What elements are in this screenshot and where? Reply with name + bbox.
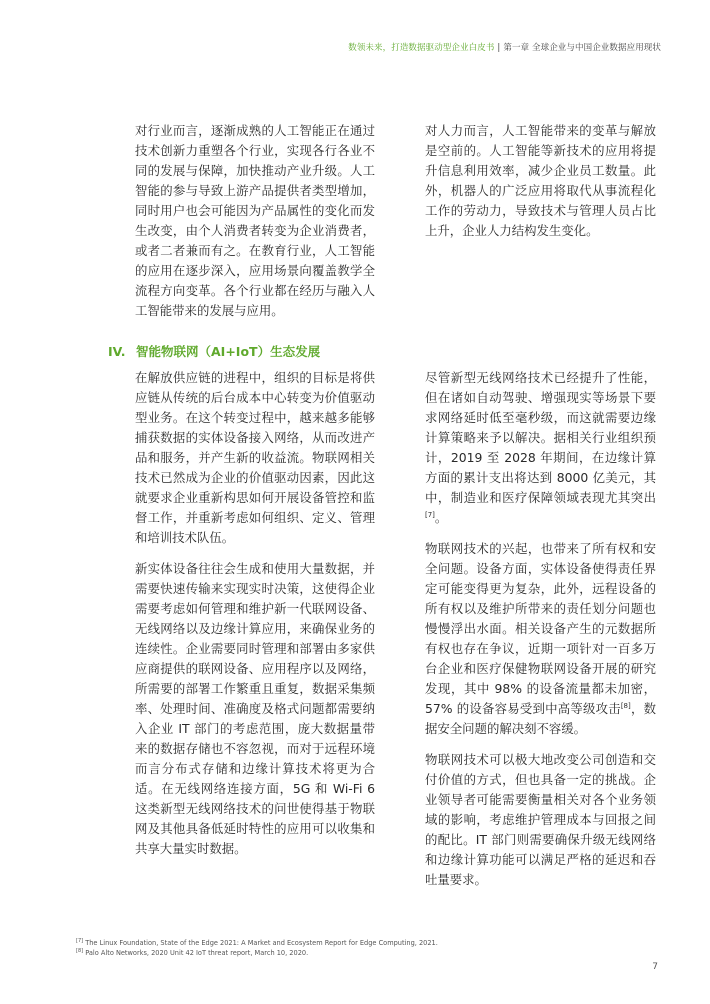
text-span: ，数据安全问题的解决刻不容缓。 xyxy=(425,701,656,736)
paragraph-supply-chain: 在解放供应链的进程中，组织的目标是将供应链从传统的后台成本中心转变为价值驱动型业务。在这个转变过程中，越来越多能够捕获数据的实体设备接入网络，从而改进产品和服务，并产生新的收益流。物联网相关技术已然成为企业的价值驱动因素，因此这就要求企业重新构思如何开展设备管控和监督工作，并重新考虑如何组织、定义、管理和培训技术队伍。 xyxy=(135,370,375,545)
top-left-column xyxy=(135,121,375,332)
footnote-text: Palo Alto Networks, 2020 Unit 42 IoT threat report, March 10, 2020. xyxy=(85,949,309,957)
paragraph-edge-computing xyxy=(425,368,656,528)
paragraph-industry: 对行业而言，逐渐成熟的人工智能正在通过技术创新力重塑各个行业，实现各行各业不同的发展与保障，加快推动产业升级。人工智能的参与导致上游产品提供者类型增加，同时用户也会可能因为产品属性的变化而发生改变，由个人消费者转变为企业消费者，或者二者兼而有之。在教育行业，人工智能的应用在逐步深入，应用场景向覆盖教学全流程方向变革。各个行业都在经历与融入人工智能带来的发展与应用。 xyxy=(135,123,375,318)
paragraph-ownership-security xyxy=(425,539,656,739)
footnote-ref-7[interactable]: [7] xyxy=(425,510,435,519)
paragraph-new-devices: 新实体设备往往会生成和使用大量数据，并需要快速传输来实现实时决策，这使得企业需要考虑如何管理和维护新一代联网设备、无线网络以及边缘计算应用，来确保业务的连续性。企业需要同时管理和部署由多家供应商提供的联网设备、应用程序以及网络，所需要的部署工作繁重且重复，数据采集频率、处理时间、准确度及格式问题都需要纳入企业 IT 部门的考虑范围，庞大数据量带来的数据存储也不容忽视，而对于远程环境而言分布式存储和边缘计算技术将更为合适。在无线网络连接方面，5G 和 Wi-Fi 6 这类新型无线网络技术的问世使得基于物联网及其他具备低延时特性的应用可以收集和共享大量实时数据。 xyxy=(135,561,375,856)
footnote-ref-8[interactable]: [8] xyxy=(620,701,631,710)
section-right-column xyxy=(425,368,656,901)
footnotes xyxy=(76,938,636,958)
footnote-7 xyxy=(76,938,636,948)
text-span: 尽管新型无线网络技术已经提升了性能，但在诸如自动驾驶、增强现实等场景下要求网络延时低至毫秒级，而这就需要边缘计算策略来予以解决。据相关行业组织预计，2019 至 2028 年期间，在边缘计算方面的累计支出将达到 8000 亿美元，其中，制造业和医疗保障领域表现尤其突出 xyxy=(425,370,656,505)
header-separator: | xyxy=(497,43,501,53)
page-number: 7 xyxy=(652,962,658,972)
section-title: 智能物联网（AI+IoT）生态发展 xyxy=(136,344,321,359)
text-span: 物联网技术的兴起，也带来了所有权和安全问题。设备方面，实体设备使得责任界定可能变得更为复杂，此外，远程设备的所有权以及维护所带来的责任划分问题也慢慢浮出水面。相关设备产生的元数据所有权也存在争议，近期一项针对一百多万台企业和医疗保健物联网设备开展的研究发现，其中 98% 的设备流量都未加密，57% 的设备容易受到中高等级攻击 xyxy=(425,541,656,716)
header-chapter: 第一章 全球企业与中国企业数据应用现状 xyxy=(503,43,661,53)
text-span: 。 xyxy=(434,510,448,525)
footnote-8 xyxy=(76,948,636,958)
section-left-column xyxy=(135,368,375,870)
footnote-mark: [7] xyxy=(76,937,84,944)
paragraph-workforce: 对人力而言，人工智能带来的变革与解放是空前的。人工智能等新技术的应用将提升信息利用效率，减少企业员工数量。此外，机器人的广泛应用将取代从事流程化工作的劳动力，导致技术与管理人员占比上升，企业人力结构发生变化。 xyxy=(425,123,656,238)
section-number: IV. xyxy=(108,344,126,359)
section-heading xyxy=(108,342,320,360)
header-title: 数领未来，打造数据驱动型企业白皮书 xyxy=(348,43,495,53)
footnote-text: The Linux Foundation, State of the Edge 2021: A Market and Ecosystem Report for Edge Computing, 2021. xyxy=(85,939,438,947)
running-header xyxy=(348,41,661,53)
paragraph-value-creation: 物联网技术可以极大地改变公司创造和交付价值的方式，但也具备一定的挑战。企业领导者可能需要衡量相关对各个业务领域的影响，考虑维护管理成本与回报之间的配比。IT 部门则需要确保升级无线网络和边缘计算功能可以满足严格的延迟和吞吐量要求。 xyxy=(425,752,656,887)
footnote-mark: [8] xyxy=(76,947,84,954)
top-right-column xyxy=(425,121,656,252)
